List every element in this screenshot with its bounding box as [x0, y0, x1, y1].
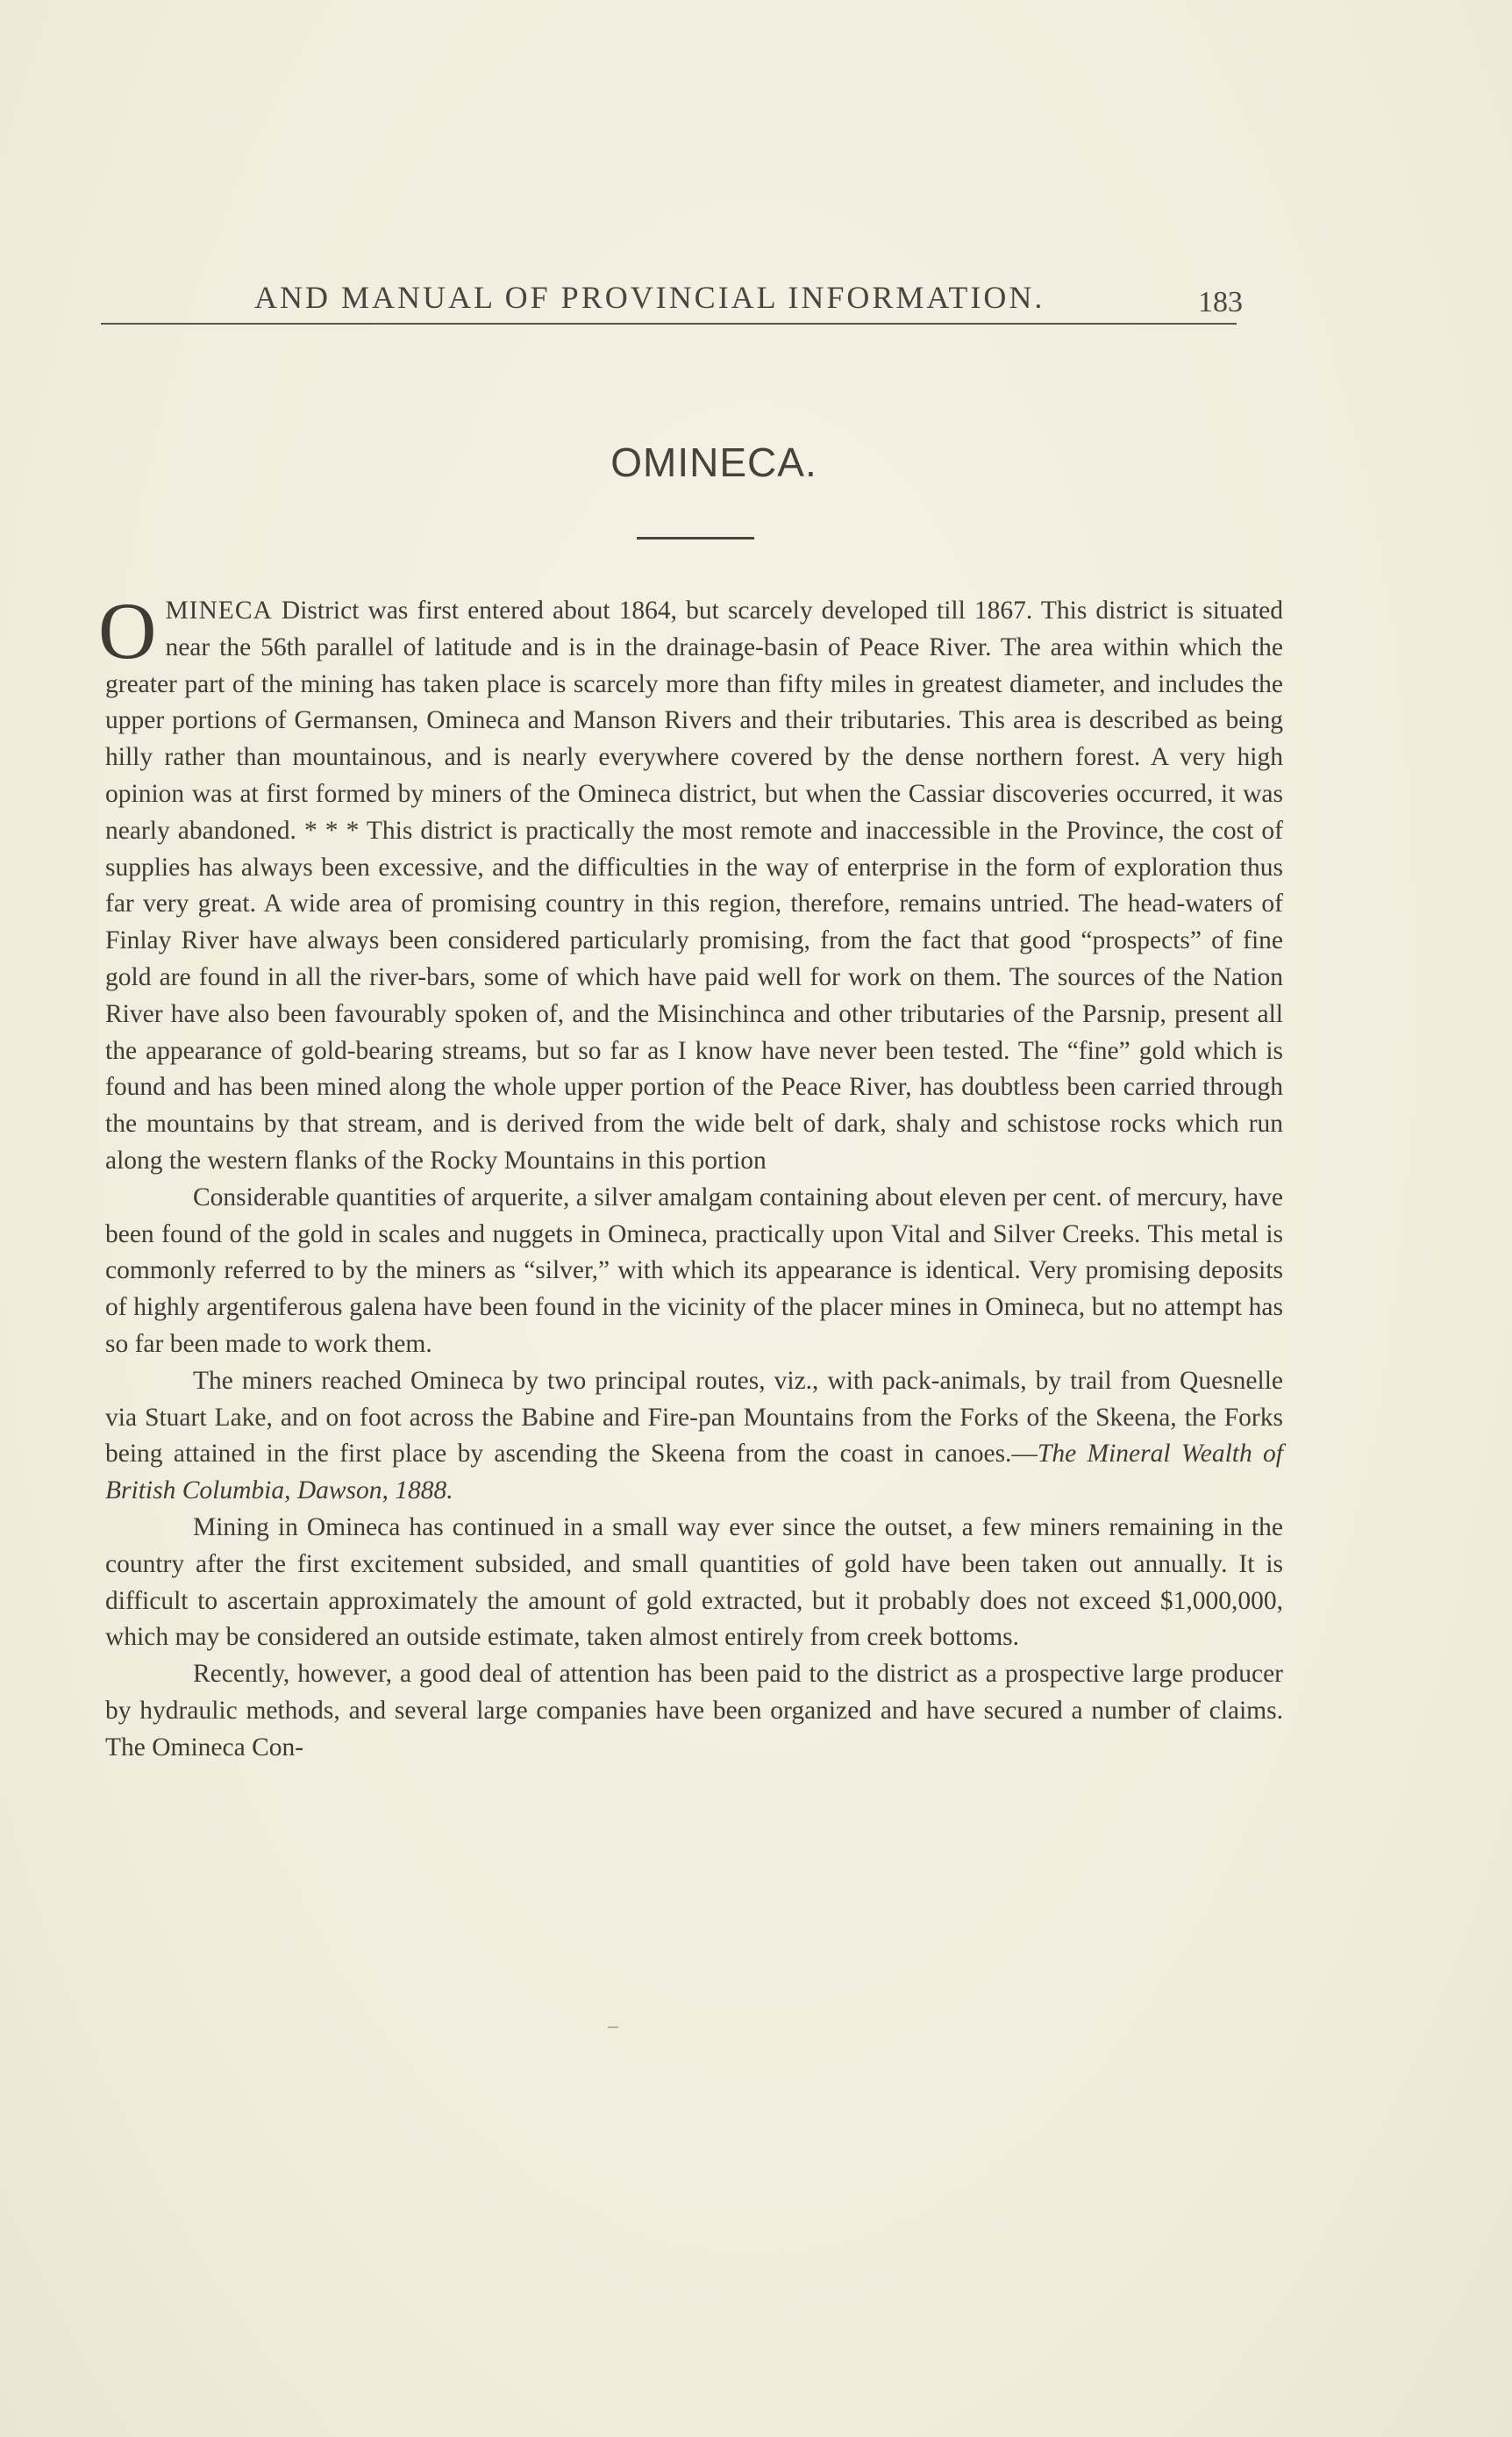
title-rule — [637, 537, 754, 540]
running-head: AND MANUAL OF PROVINCIAL INFORMATION. — [254, 280, 1045, 315]
paragraph-1-text: District was first entered about 1864, but scarcely developed till 1867. This district is situated near the 56th parallel of latitude and is in the drainage-basin of Peace River. The area within which the greater part of the mining has taken place is scarcely more than fifty miles in greatest diameter, and includes the upper portions of Germansen, Omineca and Manson Rivers and their tributaries. This area is described as being hilly rather than mountainous, and is nearly everywhere covered by the dense northern forest. A very high opinion was at first formed by miners of the Omineca district, but when the Cassiar discoveries occurred, it was nearly abandoned. * * * This district is practically the most remote and inaccessible in the Province, the cost of supplies has always been excessive, and the difficulties in the way of enterprise in the form of exploration thus far very great. A wide area of promising country in this region, therefore, remains untried. The head-waters of Finlay River have always been considered particularly promising, from the fact that good “prospects” of fine gold are found in all the river-bars, some of which have paid well for work on them. The sources of the Nation River have also been favourably spoken of, and the Misinchinca and other tributaries of the Parsnip, present all the appearance of gold-bearing streams, but so far as I know have never been tested. The “fine” gold which is found and has been mined along the whole upper portion of the Peace River, has doubtless been carried through the mountains by that stream, and is derived from the wide belt of dark, shaly and schistose rocks which run along the western flanks of the Rocky Mountains in this portion — [105, 597, 1283, 1175]
header-rule — [101, 323, 1237, 325]
paragraph-3 — [105, 1363, 1283, 1510]
paragraph-5: Recently, however, a good deal of attention has been paid to the district as a prospective large producer by hydraulic methods, and several large companies have been organized and have secured a number of claims. The Omineca Con- — [105, 1660, 1283, 1762]
paragraph-4: Mining in Omineca has continued in a small way ever since the outset, a few miners remaining in the country after the first excitement subsided, and small quantities of gold have been taken out annually. It is difficult to ascertain approximately the amount of gold extracted, but it probably does not exceed $1,000,000, which may be considered an outside estimate, taken almost entirely from creek bottoms. — [105, 1512, 1283, 1652]
section-title: OMINECA. — [610, 440, 817, 485]
printer-mark — [608, 2026, 618, 2028]
paragraph-3-text: The miners reached Omineca by two principal routes, viz., with pack-animals, by trail from Quesnelle via Stuart Lake, and on foot across the Babine and Fire-pan Mountains from the Forks of the Skeena, the Forks being attained in the first place by ascending the Skeena from the coast in canoes.— — [105, 1366, 1283, 1469]
article-body — [98, 586, 1283, 1767]
paragraph-2: Considerable quantities of arquerite, a silver amalgam containing about eleven per cent. of mercury, have been found of the gold in scales and nuggets in Omineca, practically upon Vital and Silver Creeks. This metal is commonly referred to by the miners as “silver,” with which its appearance is identical. Very promising deposits of highly argentiferous galena have been found in the vicinity of the placer mines in Omineca, but no attempt has so far been made to work them. — [105, 1183, 1283, 1358]
paragraph-1 — [98, 586, 1283, 1180]
citation: The Mineral Wealth of British Columbia, Dawson, 1888. — [105, 1440, 1283, 1505]
drop-cap: O — [98, 586, 157, 675]
page-number: 183 — [1198, 286, 1243, 318]
lead-in-smallcaps: MINECA — [165, 597, 273, 625]
